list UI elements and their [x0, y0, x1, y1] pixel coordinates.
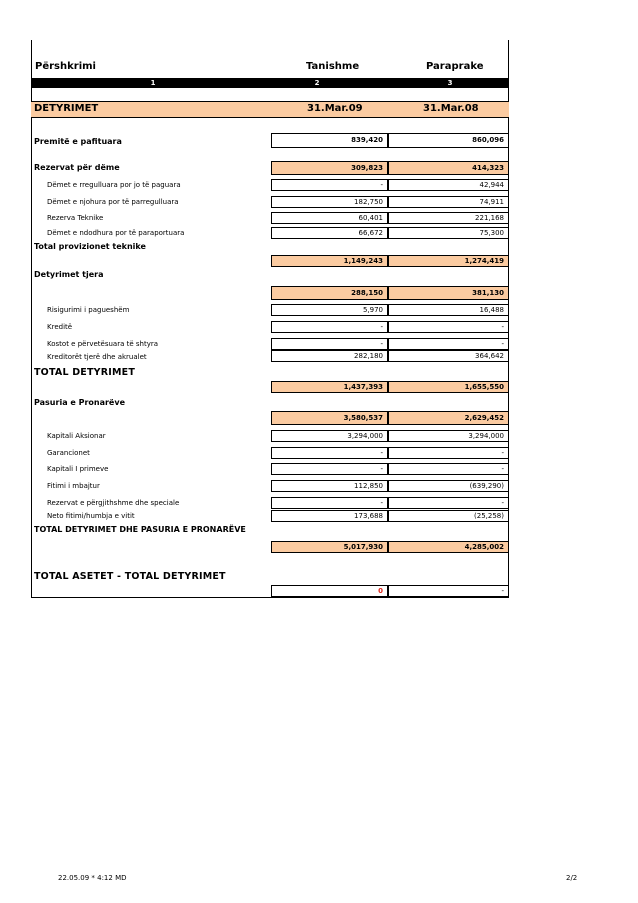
value-current-kostot: -: [271, 338, 388, 350]
value-previous-kapitali-aksionar: 3,294,000: [388, 430, 509, 442]
value-current-demet-rregulluara: -: [271, 179, 388, 191]
row-label-demet-rregulluara: Dëmet e rregulluara por jo të paguara: [47, 181, 181, 189]
column-number-3: 3: [447, 79, 453, 87]
value-current-garancionet: -: [271, 447, 388, 459]
value-previous-premite: 860,096: [388, 133, 509, 148]
value-previous-rezerva-teknike: 221,168: [388, 212, 509, 224]
row-label-detyrimet-tjera: Detyrimet tjera: [34, 270, 104, 279]
row-label-rezervat-pergjithshme: Rezervat e përgjithshme dhe speciale: [47, 499, 180, 507]
footer-page-number: 2/2: [566, 874, 578, 882]
value-current-total-asetet: 0: [271, 585, 388, 597]
value-previous-demet-ndodhura: 75,300: [388, 227, 509, 239]
row-label-kapitali-aksionar: Kapitali Aksionar: [47, 432, 106, 440]
value-current-neto-fitimi: 173,688: [271, 510, 388, 522]
value-current-total-detyrimet: 1,437,393: [271, 381, 388, 393]
row-label-garancionet: Garancionet: [47, 449, 90, 457]
value-current-premite: 839,420: [271, 133, 388, 148]
sheet-bottom-border: [31, 597, 509, 598]
date-previous: 31.Mar.08: [423, 103, 479, 114]
value-current-kapitali-aksionar: 3,294,000: [271, 430, 388, 442]
value-previous-kreditoret: 364,642: [388, 350, 509, 362]
value-current-rezervat: 309,823: [271, 161, 388, 175]
value-current-pasuria: 3,580,537: [271, 411, 388, 425]
row-label-premite: Premitë e pafituara: [34, 137, 122, 146]
value-previous-total-provizionet: 1,274,419: [388, 255, 509, 267]
value-previous-kostot: -: [388, 338, 509, 350]
footer-timestamp: 22.05.09 * 4:12 MD: [58, 874, 127, 882]
value-current-total-dhe-pasuria: 5,017,930: [271, 541, 388, 553]
value-previous-kredite: -: [388, 321, 509, 333]
row-label-rezerva-teknike: Rezerva Teknike: [47, 214, 104, 222]
row-label-kostot: Kostot e përvetësuara të shtyra: [47, 340, 159, 348]
column-header-description: Përshkrimi: [35, 61, 96, 72]
value-previous-kapitali-primeve: -: [388, 463, 509, 475]
row-label-rezervat: Rezervat për dëme: [34, 163, 120, 172]
value-current-kredite: -: [271, 321, 388, 333]
value-previous-total-asetet: -: [388, 585, 509, 597]
value-current-demet-ndodhura: 66,672: [271, 227, 388, 239]
row-label-pasuria: Pasuria e Pronarëve: [34, 398, 125, 407]
value-previous-detyrimet-tjera: 381,130: [388, 286, 509, 300]
sheet-left-border: [31, 40, 32, 598]
column-header-current: Tanishme: [306, 61, 360, 72]
row-label-total-detyrimet: TOTAL DETYRIMET: [34, 367, 136, 378]
row-label-total-provizionet: Total provizionet teknike: [34, 242, 146, 251]
column-number-band: [31, 78, 509, 88]
column-header-previous: Paraprake: [426, 61, 484, 72]
column-number-1: 1: [150, 79, 156, 87]
value-previous-garancionet: -: [388, 447, 509, 459]
value-previous-rezervat-pergjithshme: -: [388, 497, 509, 509]
value-previous-demet-rregulluara: 42,944: [388, 179, 509, 191]
value-previous-neto-fitimi: (25,258): [388, 510, 509, 522]
value-previous-total-dhe-pasuria: 4,285,002: [388, 541, 509, 553]
value-previous-demet-njohura: 74,911: [388, 196, 509, 208]
value-previous-pasuria: 2,629,452: [388, 411, 509, 425]
row-label-total-dhe-pasuria: TOTAL DETYRIMET DHE PASURIA E PRONARËVE: [34, 525, 246, 534]
value-previous-fitimi: (639,290): [388, 480, 509, 492]
row-label-total-asetet: TOTAL ASETET - TOTAL DETYRIMET: [34, 571, 226, 582]
value-current-kapitali-primeve: -: [271, 463, 388, 475]
value-current-detyrimet-tjera: 288,150: [271, 286, 388, 300]
section-title-row: [31, 101, 509, 118]
row-label-fitimi: Fitimi i mbajtur: [47, 482, 100, 490]
value-previous-risigurimi: 16,488: [388, 304, 509, 316]
row-label-kreditoret: Kreditorët tjerë dhe akrualet: [47, 353, 147, 361]
value-current-demet-njohura: 182,750: [271, 196, 388, 208]
row-label-kredite: Kreditë: [47, 323, 73, 331]
value-current-total-provizionet: 1,149,243: [271, 255, 388, 267]
value-current-risigurimi: 5,970: [271, 304, 388, 316]
row-label-demet-njohura: Dëmet e njohura por të parregulluara: [47, 198, 179, 206]
date-current: 31.Mar.09: [307, 103, 363, 114]
section-title: DETYRIMET: [34, 103, 99, 114]
row-label-demet-ndodhura: Dëmet e ndodhura por të paraportuara: [47, 229, 185, 237]
row-label-risigurimi: Risigurimi i pagueshëm: [47, 306, 130, 314]
value-current-kreditoret: 282,180: [271, 350, 388, 362]
row-label-kapitali-primeve: Kapitali I primeve: [47, 465, 109, 473]
value-previous-total-detyrimet: 1,655,550: [388, 381, 509, 393]
value-current-rezervat-pergjithshme: -: [271, 497, 388, 509]
row-label-neto-fitimi: Neto fitimi/humbja e vitit: [47, 512, 135, 520]
value-current-fitimi: 112,850: [271, 480, 388, 492]
value-current-rezerva-teknike: 60,401: [271, 212, 388, 224]
value-previous-rezervat-cell: 414,323: [388, 161, 509, 175]
column-number-2: 2: [314, 79, 320, 87]
